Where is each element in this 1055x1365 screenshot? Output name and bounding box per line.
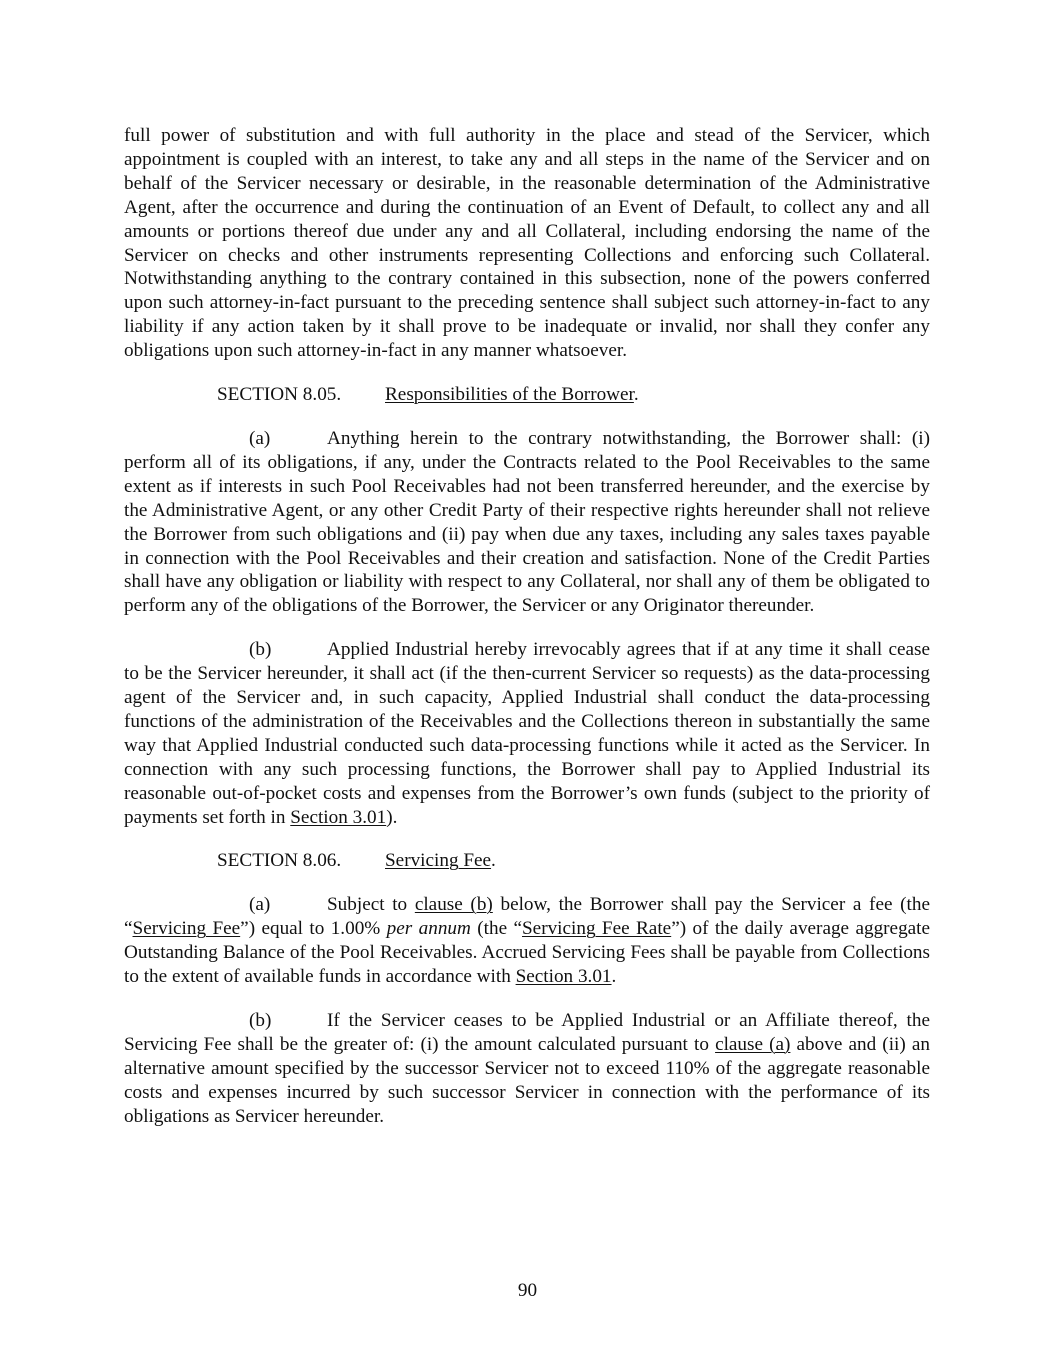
section-8-05-item-a: [124, 427, 930, 618]
section-8-06-heading: [217, 849, 930, 873]
item-text: If the Servicer ceases to be Applied Industrial or an Affiliate thereof, the Servicing Fee shall be the greater of: (i) the amount calculated pursuant to: [124, 1010, 930, 1055]
item-text: below, the Borrower shall pay the Servicer a fee (the “: [124, 894, 930, 940]
section-number: SECTION 8.05.: [217, 384, 342, 406]
item-text: Anything herein to the contrary notwithstanding, the Borrower shall: (i) perform all of its obligations, if any, under the Contracts related to the Pool Receivables to the same extent as if interests in such Pool Receivables had not been transferred hereunder, and the exercise by the Administrative Agent, or any other Credit Party of their respective rights hereunder shall not relieve the Borrower from such obligations and (ii) pay when due any taxes, including any sales taxes payable in connection with the Pool Receivables and their creation and satisfaction. None of the Credit Parties shall have any obligation or liability with respect to any Collateral, nor shall any of them be obligated to perform any of the obligations of the Borrower, the Servicer or any Originator thereunder.: [124, 427, 930, 617]
cross-reference-link: Section 3.01: [290, 806, 387, 828]
item-text: ”) of the daily average aggregate Outstanding Balance of the Pool Receivables. Accrued Servicing Fees shall be payable from Collections to the extent of available funds in accordance with: [124, 918, 931, 988]
item-label: (a): [249, 427, 271, 449]
item-text: (the “: [470, 918, 522, 940]
section-8-06-item-b: [124, 1009, 930, 1129]
defined-term: Servicing Fee: [132, 918, 241, 940]
item-text-end: ).: [386, 806, 398, 828]
cross-reference-link: clause (b): [414, 894, 493, 916]
item-label: (a): [249, 894, 271, 916]
item-text: Subject to: [327, 894, 415, 916]
item-text: Applied Industrial hereby irrevocably agrees that if at any time it shall cease to be the Servicer hereunder, it shall act (if the then-current Servicer so requests) as the data-processing agent of the Servicer and, in such capacity, Applied Industrial shall conduct the data-processing functions of the administration of the Receivables and the Collections thereon in substantially the same way that Applied Industrial conducted such data-processing functions while it acted as the Servicer. In connection with any such processing functions, the Borrower shall pay to Applied Industrial its reasonable out-of-pocket costs and expenses from the Borrower’s own funds (subject to the priority of payments set forth in: [124, 639, 930, 828]
item-label: (b): [249, 639, 272, 661]
section-title-period: .: [633, 384, 639, 406]
section-8-05-item-b: [124, 638, 930, 829]
section-title: Servicing Fee: [385, 850, 492, 872]
italic-term: per annum: [386, 918, 471, 940]
section-number: SECTION 8.06.: [217, 850, 342, 872]
page-number: 90: [517, 1280, 538, 1301]
cross-reference-link: Section 3.01: [515, 966, 612, 988]
section-8-06-item-a: [124, 893, 930, 989]
section-title-period: .: [491, 850, 496, 872]
item-text-end: .: [611, 966, 617, 988]
document-body: [124, 124, 930, 1149]
section-title: Responsibilities of the Borrower: [385, 384, 634, 406]
cross-reference-link: clause (a): [715, 1033, 791, 1055]
item-label: (b): [249, 1010, 272, 1031]
item-text: above and (ii) an alternative amount specified by the successor Servicer not to exceed 110% of the aggregate reasonable costs and expenses incurred by such successor Servicer in connection with the performance of its obligations as Servicer hereunder.: [124, 1033, 930, 1127]
defined-term: Servicing Fee Rate: [522, 918, 672, 940]
item-text: ”) equal to 1.00%: [240, 918, 387, 940]
section-8-05-heading: [217, 383, 930, 407]
intro-paragraph: full power of substitution and with full authority in the place and stead of the Servicer, which appointment is coupled with an interest, to take any and all steps in the name of the Servicer and on behalf of the Servicer necessary or desirable, in the reasonable determination of the Administrative Agent, after the occurrence and during the continuation of an Event of Default, to collect any and all amounts or portions thereof due under any and all Collateral, including endorsing the name of the Servicer on checks and other instruments representing Collections and enforcing such Collateral. Notwithstanding anything to the contrary contained in this subsection, none of the powers conferred upon such attorney-in-fact pursuant to the preceding sentence shall subject such attorney-in-fact to any liability if any action taken by it shall prove to be inadequate or invalid, nor shall they confer any obligations upon such attorney-in-fact in any manner whatsoever.: [124, 125, 930, 362]
